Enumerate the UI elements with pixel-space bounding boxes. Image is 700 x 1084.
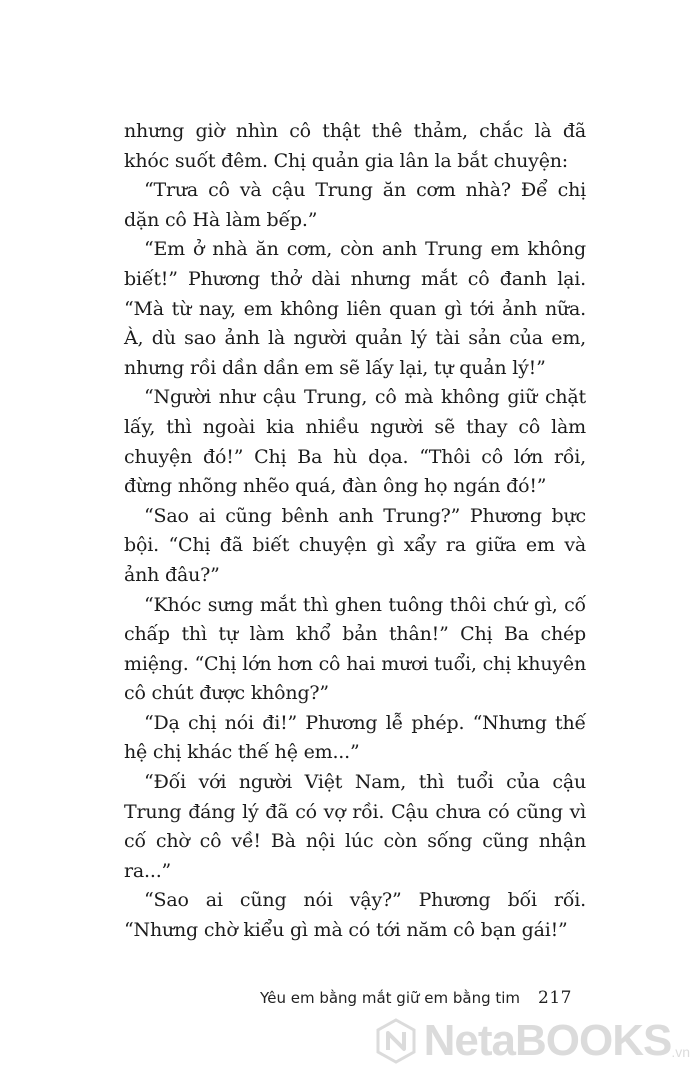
paragraph: “Người như cậu Trung, cô mà không giữ chặt lấy, thì ngoài kia nhiều người sẽ thay cô làm chuyện đó!” Chị Ba hù dọa. “Thôi cô lớn rồi, đừng nhõng nhẽo quá, đàn ông họ ngán đó!” [124, 386, 586, 498]
paragraph: “Em ở nhà ăn cơm, còn anh Trung em không biết!” Phương thở dài nhưng mắt cô đanh lại. “Mà từ nay, em không liên quan gì tới ảnh nữa. À, dù sao ảnh là người quản lý tài sản của em, nhưng rồi dần dần em sẽ lấy lại, tự quản lý!” [124, 238, 586, 379]
running-title: Yêu em bằng mắt giữ em bằng tim [260, 989, 521, 1007]
paragraph: “Khóc sưng mắt thì ghen tuông thôi chứ gì, cố chấp thì tự làm khổ bản thân!” Chị Ba chép miệng. “Chị lớn hơn cô hai mươi tuổi, chị khuyên cô chút được không?” [124, 593, 586, 705]
paragraph: nhưng giờ nhìn cô thật thê thảm, chắc là đã khóc suốt đêm. Chị quản gia lân la bắt chuyện: [124, 120, 586, 172]
watermark-brand: NetaBOOKS [423, 1016, 672, 1065]
page-body-text [124, 117, 586, 946]
paragraph: “Dạ chị nói đi!” Phương lễ phép. “Nhưng thế hệ chị khác thế hệ em...” [124, 711, 586, 764]
paragraph: “Đối với người Việt Nam, thì tuổi của cậu Trung đáng lý đã có vợ rồi. Cậu chưa có cũng vì cố chờ cô về! Bà nội lúc còn sống cũng nhận ra...” [124, 771, 586, 882]
netabooks-logo-icon [374, 1018, 418, 1064]
paragraph: “Sao ai cũng nói vậy?” Phương bối rối. “Nhưng chờ kiểu gì mà có tới năm cô bạn gái!” [124, 889, 586, 942]
paragraph: “Trưa cô và cậu Trung ăn cơm nhà? Để chị dặn cô Hà làm bếp.” [124, 179, 586, 231]
page-number: 217 [538, 988, 572, 1008]
watermark [374, 1018, 690, 1064]
page-footer [260, 988, 572, 1008]
paragraph: “Sao ai cũng bênh anh Trung?” Phương bực bội. “Chị đã biết chuyện gì xẩy ra giữa em và ảnh đâu?” [124, 504, 586, 586]
watermark-suffix: .vn [671, 1044, 690, 1060]
